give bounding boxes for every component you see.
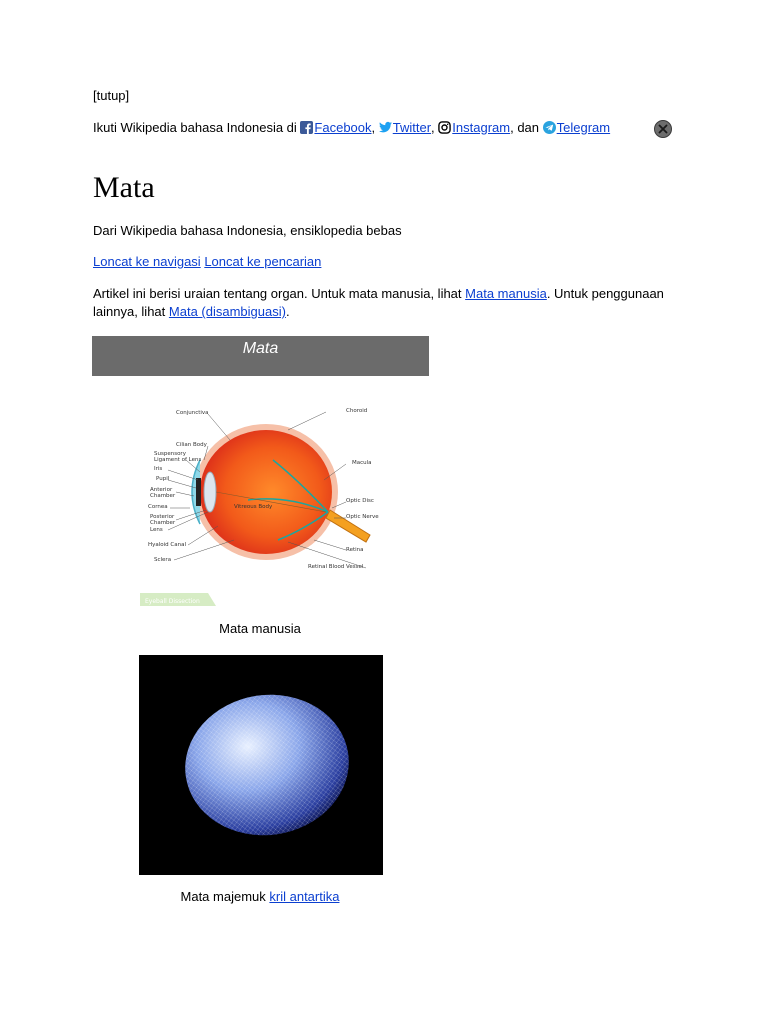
close-icon[interactable] <box>654 120 672 138</box>
facebook-link[interactable]: Facebook <box>314 120 372 135</box>
label-sclera: Sclera <box>154 557 172 563</box>
instagram-icon <box>438 121 451 134</box>
label-retina: Retina <box>346 547 364 553</box>
telegram-link[interactable]: Telegram <box>556 120 611 135</box>
image-caption-krill: Mata majemuk kril antartika <box>180 889 340 904</box>
page-subtitle: Dari Wikipedia bahasa Indonesia, ensiklopedia bebas <box>93 223 402 238</box>
label-pupil: Pupil <box>156 476 170 482</box>
disambiguation-link[interactable]: Mata (disambiguasi) <box>168 304 286 319</box>
follow-prefix: Ikuti Wikipedia bahasa Indonesia di <box>93 120 297 135</box>
krill-compound-eye-image[interactable] <box>139 655 383 875</box>
label-optic-nerve: Optic Nerve <box>346 514 379 520</box>
image-caption-human-eye: Mata manusia <box>219 621 301 636</box>
label-iris: Iris <box>154 466 163 472</box>
label-posterior: Posterior <box>150 514 175 520</box>
label-chamber-2: Chamber <box>150 520 176 526</box>
label-retinal-vessel: Retinal Blood Vessel <box>308 564 364 570</box>
lens-shape <box>204 472 216 512</box>
infobox-header: Mata <box>92 336 429 376</box>
label-ciliary-body: Cilian Body <box>176 442 207 448</box>
ommatidia-pattern <box>176 684 358 845</box>
label-choroid: Choroid <box>346 408 368 414</box>
label-cornea: Cornea <box>148 504 168 510</box>
label-anterior: Anterior <box>150 487 173 493</box>
label-chamber-1: Chamber <box>150 493 176 499</box>
label-optic-disc: Optic Disc <box>346 498 374 504</box>
label-macula: Macula <box>352 460 372 466</box>
hatnote: Artikel ini berisi uraian tentang organ. Untuk mata manusia, lihat Mata manusia. Untuk penggunaan lainnya, lihat Mata (disambiguasi). <box>93 286 664 319</box>
x-icon <box>658 124 668 134</box>
label-vitreous: Vitreous Body <box>234 504 273 510</box>
instagram-link[interactable]: Instagram <box>452 120 511 135</box>
close-banner-link[interactable]: [tutup] <box>93 88 130 103</box>
telegram-icon <box>543 121 556 134</box>
antarctic-krill-link[interactable]: kril antartika <box>269 889 340 904</box>
and-word: , dan <box>510 120 540 135</box>
page-title: Mata <box>93 171 155 204</box>
label-lens: Lens <box>150 527 163 533</box>
eye-anatomy-diagram[interactable] <box>138 400 388 610</box>
label-conjunctiva: Conjunctiva <box>176 410 209 416</box>
jump-links <box>93 254 321 269</box>
label-hyaloid: Hyaloid Canal <box>148 542 187 548</box>
jump-to-search-link[interactable]: Loncat ke pencarian <box>204 254 322 269</box>
follow-banner: Ikuti Wikipedia bahasa Indonesia di Facebook , Twitter , Instagram , dan Telegram <box>93 120 611 135</box>
diagram-tab-label: Eyeball Dissection <box>145 598 200 605</box>
human-eye-link[interactable]: Mata manusia <box>465 286 547 301</box>
jump-to-navigation-link[interactable]: Loncat ke navigasi <box>93 254 201 269</box>
eyeball-shape <box>200 430 332 554</box>
pupil-shape <box>196 478 201 506</box>
twitter-icon <box>379 121 392 134</box>
label-suspensory: Suspensory <box>154 451 186 457</box>
twitter-link[interactable]: Twitter <box>392 120 432 135</box>
label-ligament: Ligament of Lens <box>154 457 202 463</box>
facebook-icon <box>300 121 313 134</box>
